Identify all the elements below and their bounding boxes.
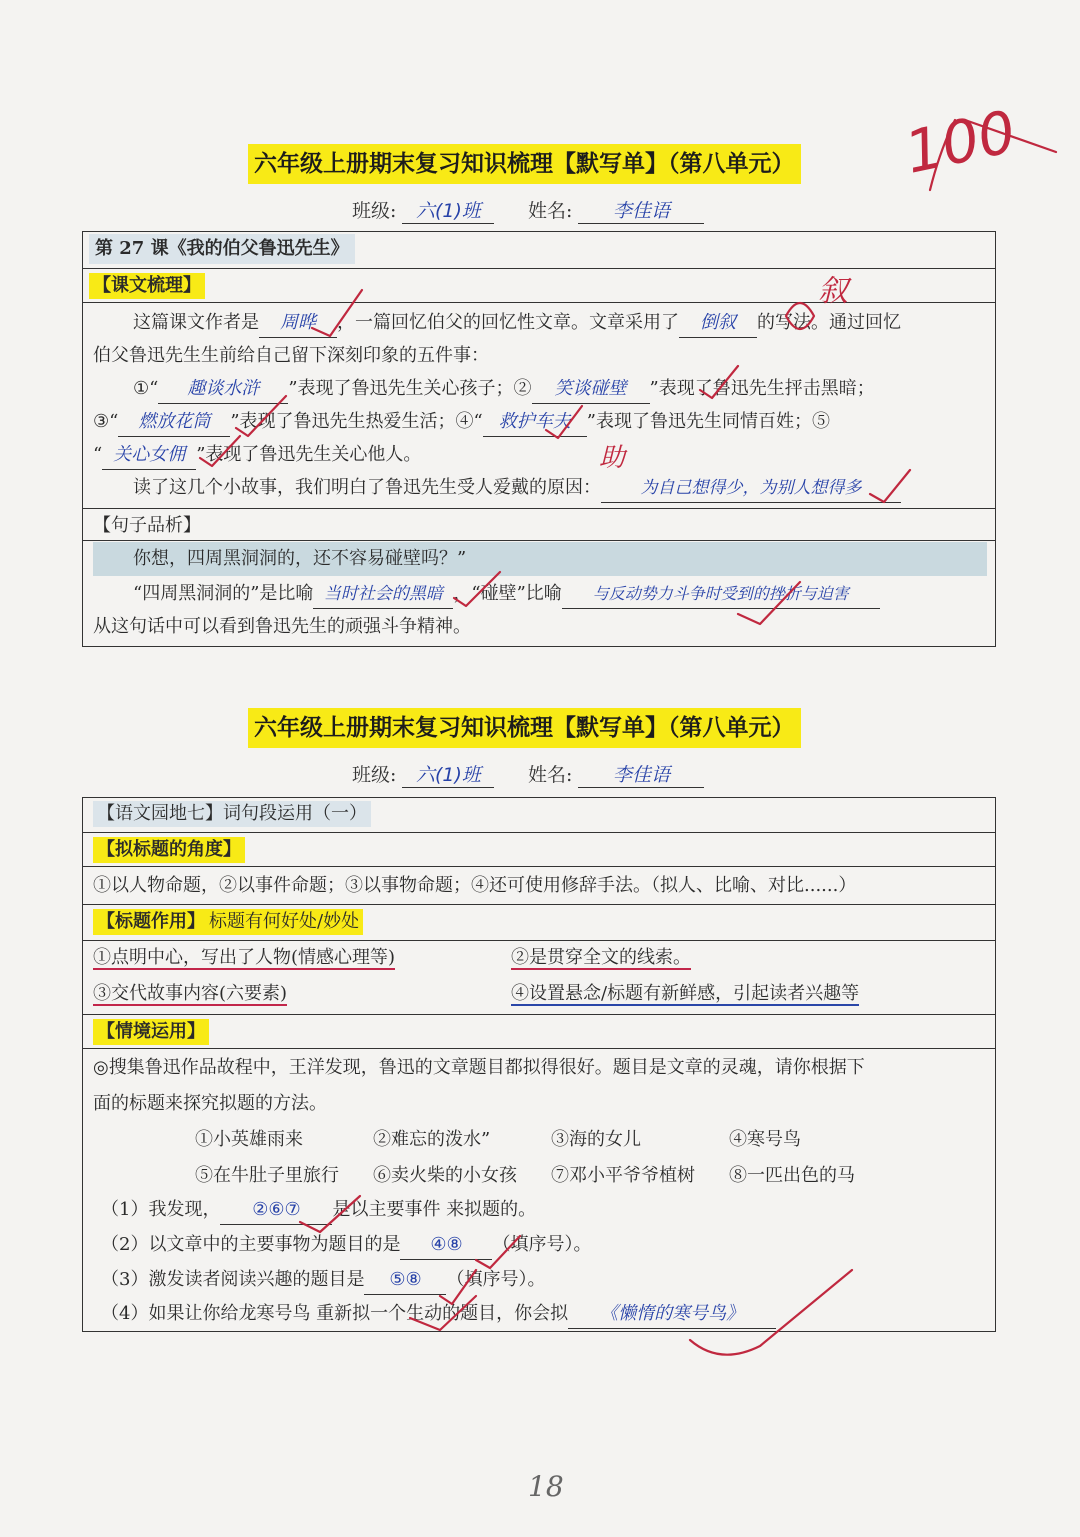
- worksheet1-class-line: [352, 196, 494, 224]
- name-value-2: 李佳语: [578, 760, 704, 788]
- titles-row-1: [195, 1126, 987, 1154]
- effect-2: ②是贯穿全文的线索。: [511, 947, 691, 968]
- fill-q2: ④⑧: [400, 1231, 492, 1260]
- tag-title-effect: 【标题作用】: [93, 909, 209, 935]
- fill-event-4: 救护车夫: [483, 408, 587, 437]
- section-tag-sentence-analysis: 【句子品析】: [93, 515, 201, 536]
- fill-metaphor-2: 与反动势力斗争时受到的挫折与迫害: [562, 580, 880, 609]
- worksheet2-name-line: 姓名: 李佳语: [528, 760, 704, 788]
- title-option: ①小英雄雨来: [195, 1129, 303, 1150]
- scenario-line-1: ◎搜集鲁迅作品故程中，王洋发现，鲁迅的文章题目都拟得很好。题目是文章的灵魂，请你根据下: [93, 1057, 865, 1078]
- name-value: 李佳语: [578, 196, 704, 224]
- tag-title-effect-suffix: 标题有何好处/妙处: [209, 909, 363, 935]
- title-option: ⑤在牛肚子里旅行: [195, 1165, 339, 1186]
- question-2: （2）以文章中的主要事物为题目的是 ④⑧ （填序号）。: [101, 1231, 987, 1260]
- score-mark: 100: [899, 97, 1022, 187]
- class-value: 六(1)班: [402, 196, 494, 224]
- fill-metaphor-1: 当时社会的黑暗: [313, 580, 453, 609]
- section0-row: [93, 800, 987, 828]
- name-label: 姓名:: [528, 200, 573, 222]
- fill-author: 周晔: [259, 309, 337, 338]
- tag-scenario: 【情境运用】: [93, 1019, 209, 1045]
- title-option: ④寒号鸟: [729, 1129, 801, 1150]
- correction-zhu: 助: [599, 443, 626, 473]
- section0-header: 【语文园地七】词句段运用（一）: [93, 801, 371, 827]
- summary-line-5: “ 关心女佣 ”表现了鲁迅先生关心他人。: [93, 441, 987, 470]
- angles-text: ①以人物命题，②以事件命题；③以事物命题；④还可使用修辞手法。（拟人、比喻、对比......）: [93, 875, 857, 896]
- worksheet2-box: [82, 797, 996, 1332]
- worksheet1-name-line: [528, 196, 704, 224]
- correction-xu: 叙: [818, 274, 848, 309]
- summary-line-6: 读了这几个小故事，我们明白了鲁迅先生受人爱戴的原因： 为自己想得少，为别人想得多: [133, 474, 987, 503]
- worksheet2-class-line: 班级: 六(1)班: [352, 760, 494, 788]
- title-option: ③海的女儿: [551, 1129, 641, 1150]
- section-tag-text-summary: 【课文梳理】: [89, 273, 205, 299]
- lesson-header: 第 27 课《我的伯父鲁迅先生》: [89, 234, 355, 264]
- title-option: ⑦邓小平爷爷植树: [551, 1165, 695, 1186]
- class-value-2: 六(1)班: [402, 760, 494, 788]
- title-option: ②难忘的泼水”: [373, 1129, 491, 1150]
- question-3: （3）激发读者阅读兴趣的题目是 ⑤⑧ （填序号）。: [101, 1266, 987, 1295]
- question-1: （1）我发现， ②⑥⑦ 是以主要事件 来拟题的。: [101, 1196, 987, 1225]
- summary-line-4: ③“ 燃放花筒 ”表现了鲁迅先生热爱生活；④“ 救护车夫 ”表现了鲁迅先生同情百姓；⑤: [93, 408, 987, 437]
- effect-1: ①点明中心，写出了人物(情感心理等): [93, 947, 396, 968]
- fill-reason: 为自己想得少，为别人想得多: [601, 474, 901, 503]
- scenario-line-2: 面的标题来探究拟题的方法。: [93, 1093, 327, 1114]
- analysis-line-1: “四周黑洞洞的”是比喻 当时社会的黑暗 ，“碰壁”比喻 与反动势力斗争时受到的挫折与迫害: [133, 580, 987, 609]
- worksheet1-box: [82, 231, 996, 647]
- title-option: ⑧一匹出色的马: [729, 1165, 855, 1186]
- fill-event-5: 关心女佣: [102, 441, 196, 470]
- quote-line: 你想，四周黑洞洞的，还不容易碰壁吗？”: [133, 548, 467, 569]
- effect-3: ③交代故事内容(六要素): [93, 983, 288, 1004]
- fill-q4: 《懒惰的寒号鸟》: [568, 1300, 776, 1329]
- fill-event-2: 笑谈碰壁: [532, 375, 650, 404]
- tag-title-angle: 【拟标题的角度】: [93, 837, 245, 863]
- summary-line-2: 伯父鲁迅先生生前给自己留下深刻印象的五件事：: [93, 345, 489, 366]
- worksheet2-title: 六年级上册期末复习知识梳理【默写单】（第八单元）: [248, 708, 801, 748]
- fill-event-1: 趣谈水浒: [158, 375, 288, 404]
- summary-line-3: ①“ 趣谈水浒 ”表现了鲁迅先生关心孩子；② 笑谈碰壁 ”表现了鲁迅先生抨击黑暗；: [133, 375, 987, 404]
- class-label: 班级:: [352, 200, 397, 222]
- page-number: 18: [528, 1470, 564, 1503]
- title-option: ⑥卖火柴的小女孩: [373, 1165, 517, 1186]
- worksheet1-title: 六年级上册期末复习知识梳理【默写单】（第八单元）: [248, 144, 801, 184]
- effect-4: ④设置悬念/标题有新鲜感，引起读者兴趣等: [511, 983, 860, 1004]
- analysis-line-2: 从这句话中可以看到鲁迅先生的顽强斗争精神。: [93, 616, 471, 637]
- summary-line-1: 这篇课文作者是 周晔 ，一篇回忆伯父的回忆性文章。文章采用了 倒叙 的写法。通过回忆: [133, 309, 987, 338]
- question-4: （4）如果让你给龙寒号鸟 重新拟一个生动的题目，你会拟 《懒惰的寒号鸟》: [101, 1300, 987, 1329]
- titles-row-2: [195, 1162, 987, 1190]
- fill-q3: ⑤⑧: [364, 1266, 446, 1295]
- fill-q1: ②⑥⑦: [220, 1196, 332, 1225]
- fill-narrative: 倒叙: [679, 309, 757, 338]
- lesson-header-row: [89, 234, 987, 264]
- fill-event-3: 燃放花筒: [118, 408, 230, 437]
